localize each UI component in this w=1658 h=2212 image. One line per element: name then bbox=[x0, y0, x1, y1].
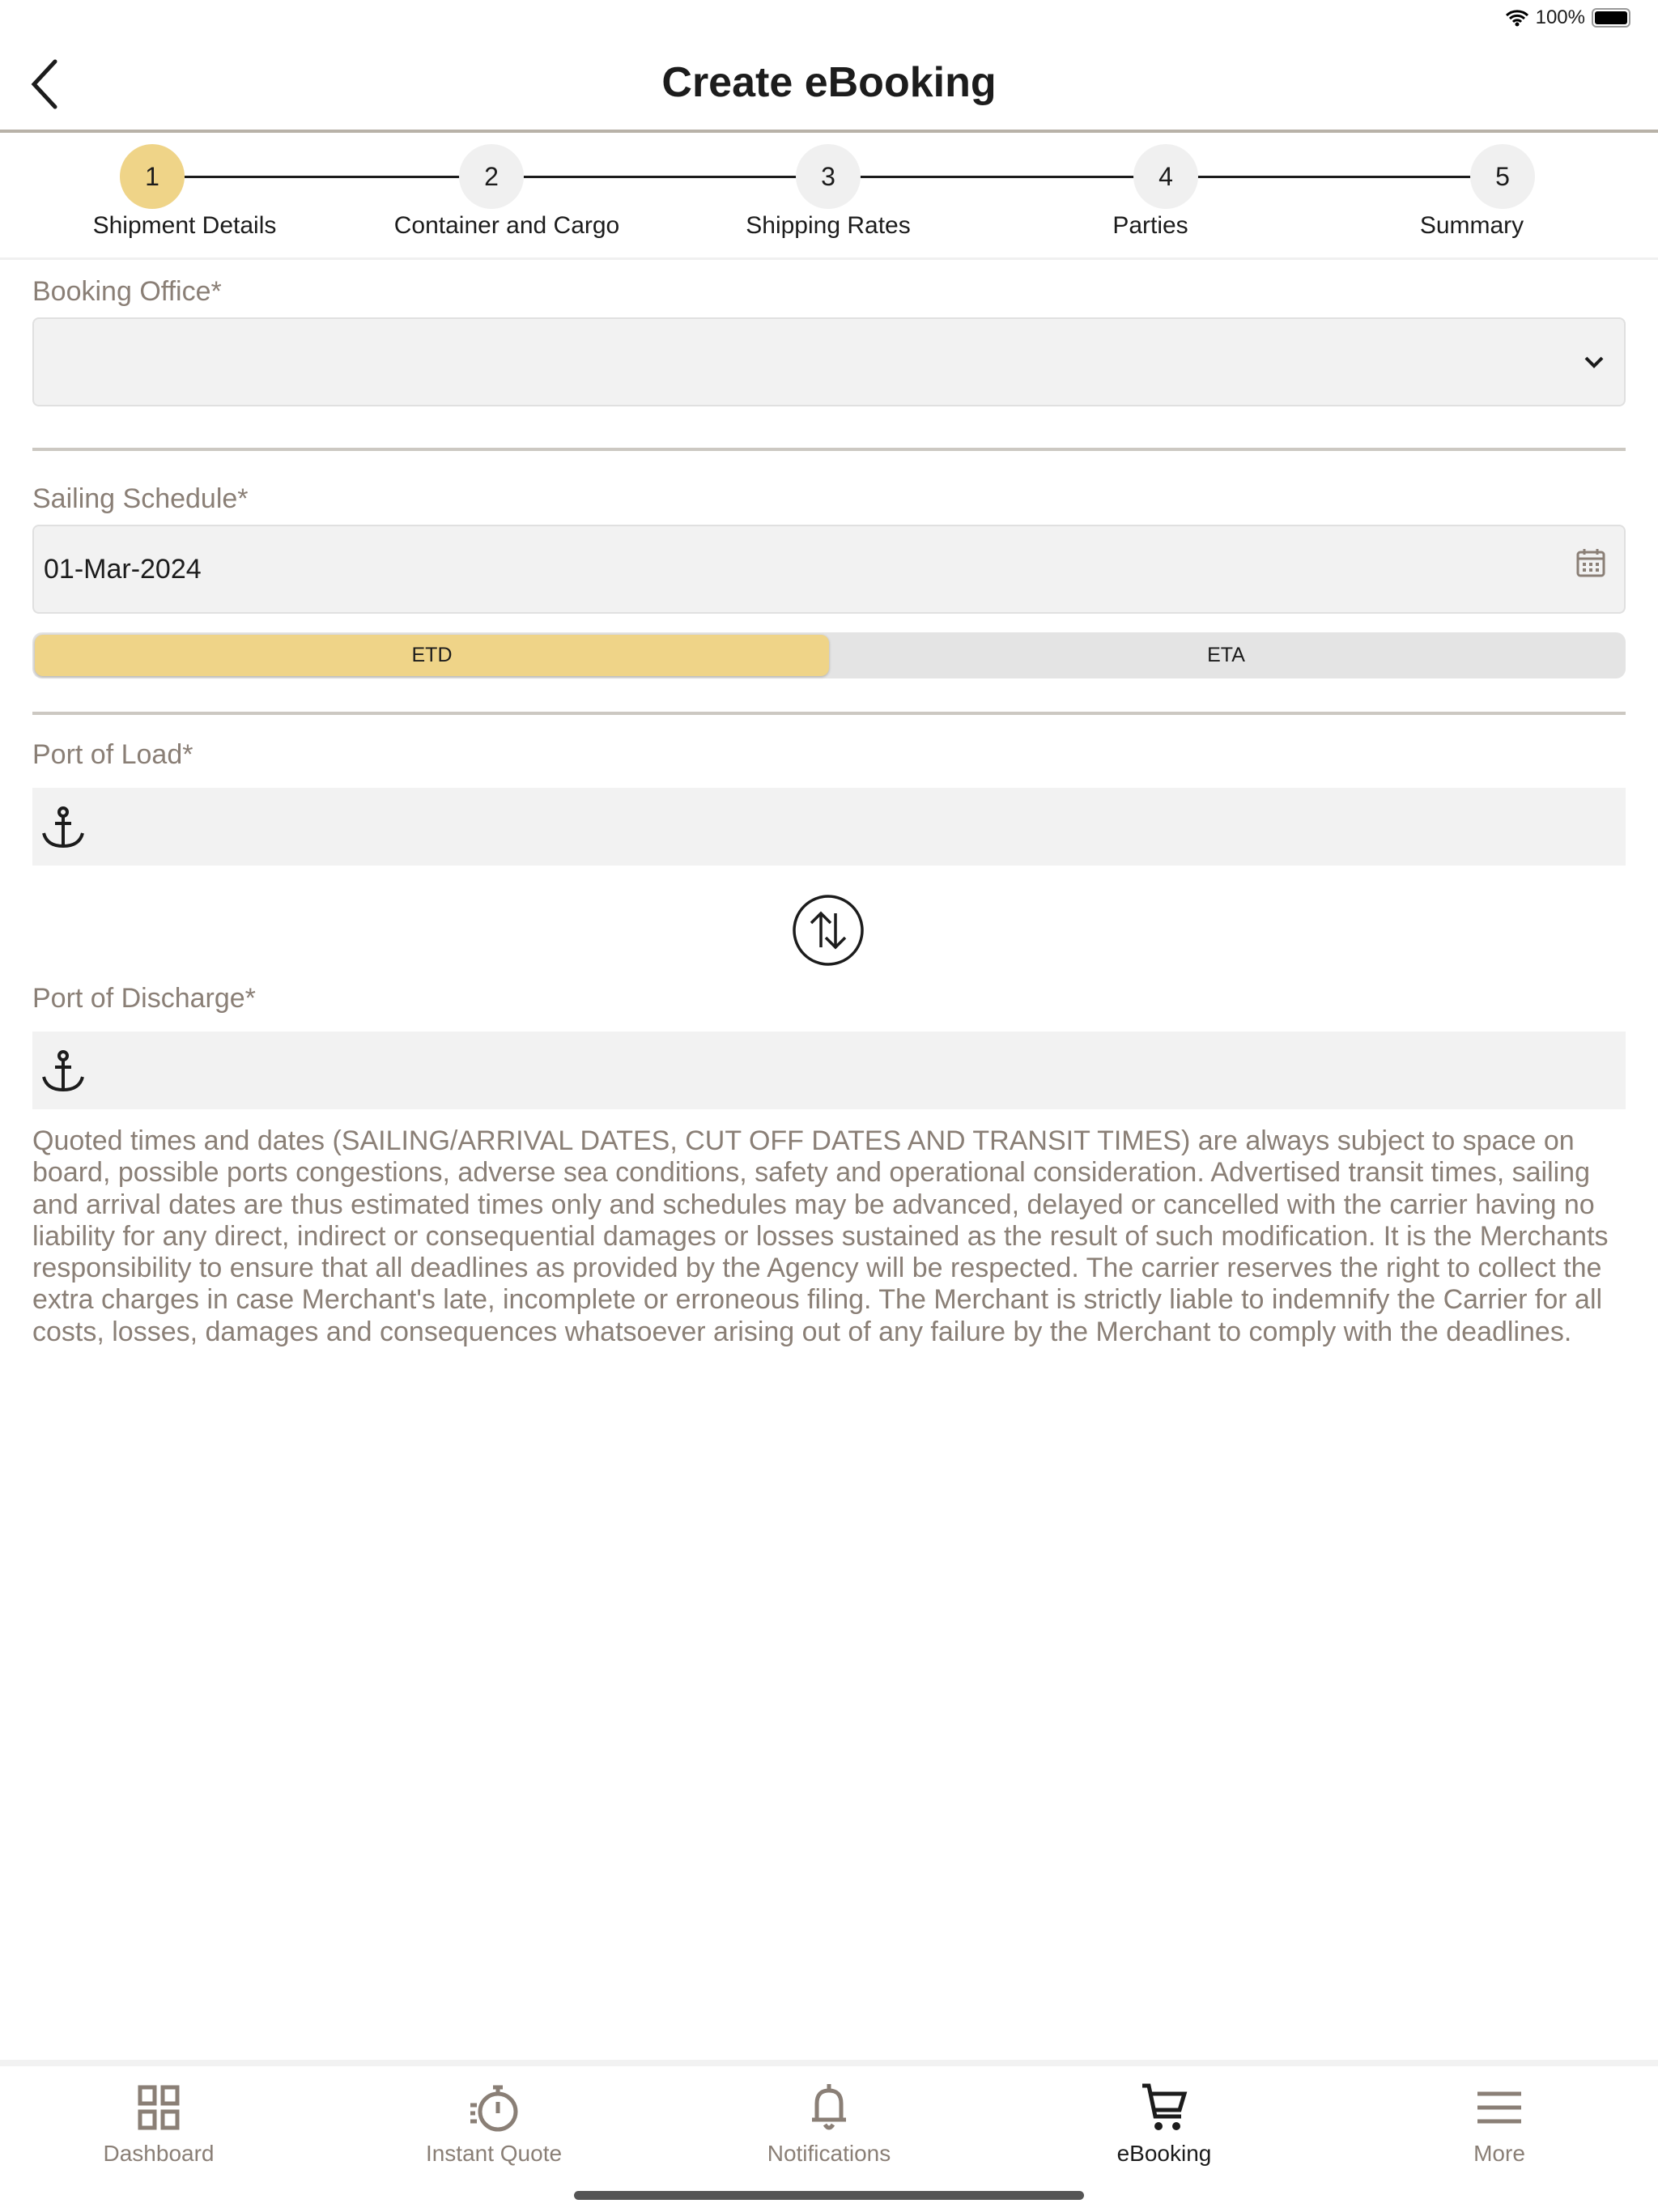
step-1-label: Shipment Details bbox=[92, 212, 277, 239]
battery-percent: 100% bbox=[1535, 6, 1585, 28]
disclaimer-text: Quoted times and dates (SAILING/ARRIVAL DATES, CUT OFF DATES AND TRANSIT TIMES) are always subject to space on board, possible ports congestions, adverse sea conditions, safety and operational consideration. Advertised transit times, sailing and arrival dates are thus estimated times only and schedules may be advanced, delayed or cancelled with the carrier having no liability for any direct, indirect or consequential damages or losses sustained as the result of such modification. It is the Merchants responsibility to ensure that all deadlines as provided by the Agency will be respected. The carrier reserves the right to collect the extra charges in case Merchant's late, incomplete or erroneous filing. The Merchant is strictly liable to indemnify the Carrier for all costs, losses, damages and consequences whatsoever arising out of any failure by the Merchant to comply with the deadlines. bbox=[32, 1125, 1609, 1347]
tab-ebooking[interactable] bbox=[1043, 2081, 1286, 2167]
step-5-label: Summary bbox=[1419, 212, 1524, 239]
step-2-circle[interactable]: 2 bbox=[459, 144, 524, 209]
tab-label: More bbox=[1473, 2141, 1525, 2166]
step-5-circle[interactable]: 5 bbox=[1470, 144, 1535, 209]
wifi-icon bbox=[1505, 9, 1529, 27]
header-divider bbox=[0, 130, 1658, 133]
status-bar bbox=[1505, 6, 1630, 29]
stopwatch-icon bbox=[467, 2081, 521, 2134]
port-of-discharge-label: Port of Discharge* bbox=[32, 983, 256, 1014]
sailing-date-value: 01-Mar-2024 bbox=[44, 554, 202, 585]
eta-option[interactable]: ETA bbox=[1207, 644, 1245, 666]
anchor-icon bbox=[39, 1048, 87, 1096]
booking-office-select[interactable] bbox=[32, 317, 1626, 406]
dashboard-icon bbox=[132, 2081, 185, 2134]
page-title: Create eBooking bbox=[661, 59, 997, 106]
tab-label: Notifications bbox=[767, 2141, 891, 2166]
step-4-circle[interactable]: 4 bbox=[1133, 144, 1198, 209]
battery-icon bbox=[1592, 8, 1630, 28]
sailing-schedule-label: Sailing Schedule* bbox=[32, 483, 249, 514]
step-1-circle[interactable]: 1 bbox=[120, 144, 185, 209]
menu-icon bbox=[1473, 2081, 1526, 2134]
step-3-label: Shipping Rates bbox=[746, 212, 911, 239]
port-of-discharge-input[interactable] bbox=[32, 1032, 1626, 1109]
section-divider bbox=[32, 712, 1626, 715]
tab-dashboard[interactable] bbox=[37, 2081, 280, 2167]
tab-notifications[interactable] bbox=[708, 2081, 950, 2167]
bell-icon bbox=[802, 2081, 856, 2134]
tabbar-divider bbox=[0, 2060, 1658, 2066]
step-4-label: Parties bbox=[1112, 212, 1188, 239]
etd-option[interactable]: ETD bbox=[35, 635, 829, 676]
step-2-label: Container and Cargo bbox=[393, 212, 620, 239]
swap-ports-button[interactable] bbox=[792, 894, 865, 967]
tab-label: eBooking bbox=[1116, 2141, 1212, 2166]
etd-eta-toggle bbox=[32, 632, 1626, 678]
port-of-load-input[interactable] bbox=[32, 788, 1626, 866]
calendar-icon[interactable] bbox=[1575, 547, 1606, 578]
port-of-load-label: Port of Load* bbox=[32, 739, 193, 770]
booking-office-label: Booking Office* bbox=[32, 276, 222, 307]
chevron-down-icon bbox=[1584, 355, 1605, 369]
anchor-icon bbox=[39, 804, 87, 853]
stepper-divider bbox=[0, 257, 1658, 260]
tab-label: Instant Quote bbox=[425, 2141, 563, 2166]
tab-instant-quote[interactable] bbox=[372, 2081, 615, 2167]
cart-icon bbox=[1137, 2081, 1191, 2134]
section-divider bbox=[32, 448, 1626, 451]
home-indicator[interactable] bbox=[574, 2191, 1084, 2200]
sailing-date-input[interactable] bbox=[32, 525, 1626, 614]
tab-label: Dashboard bbox=[103, 2141, 215, 2166]
step-3-circle[interactable]: 3 bbox=[796, 144, 861, 209]
tab-more[interactable] bbox=[1378, 2081, 1621, 2167]
